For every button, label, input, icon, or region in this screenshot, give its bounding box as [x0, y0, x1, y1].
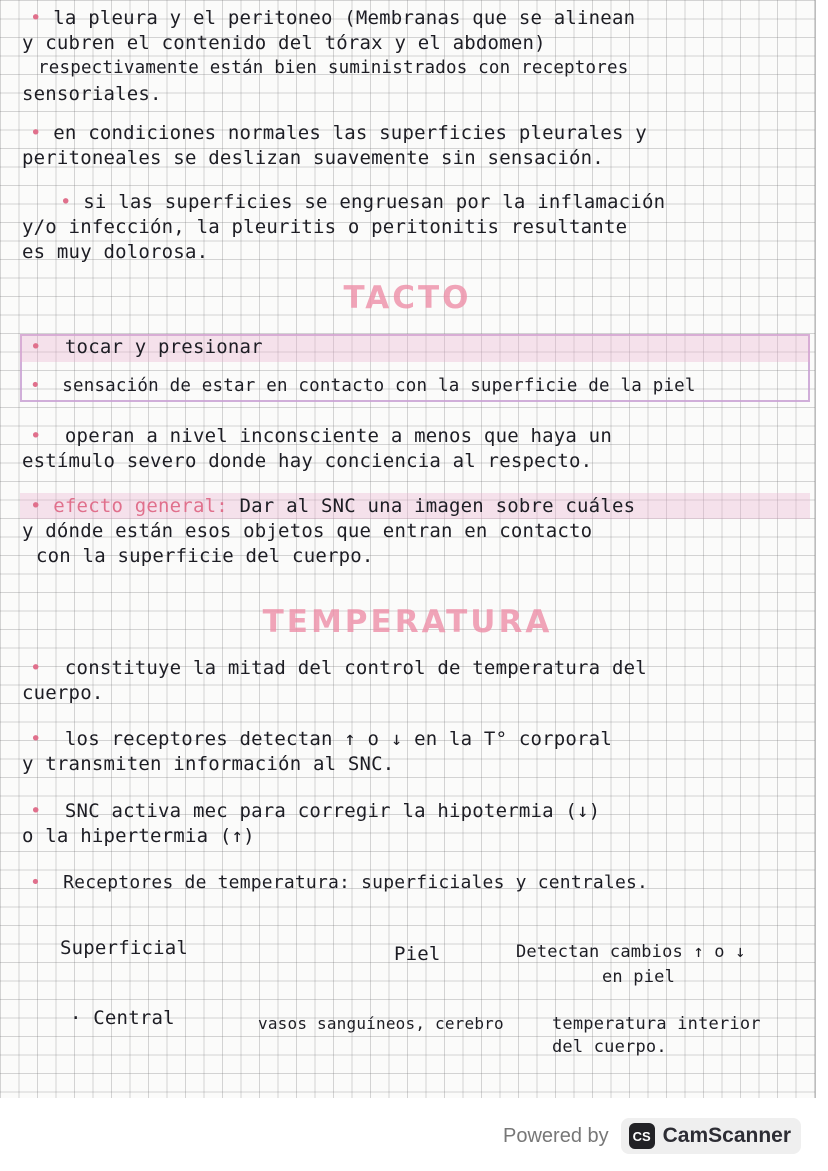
note-line: • SNC activa mec para corregir la hipotermia (↓) [30, 800, 601, 822]
bullet: • [30, 122, 42, 144]
table-cell: Piel [394, 943, 441, 965]
section-heading-temperatura: TEMPERATURA [262, 604, 553, 640]
bullet: • [60, 191, 72, 213]
section-heading-tacto: TACTO [343, 280, 472, 316]
note-line: respectivamente están bien suministrados con receptores [38, 58, 629, 78]
table-cell: Detectan cambios ↑ o ↓ [516, 942, 746, 962]
camscanner-brand: CamScanner [662, 1124, 792, 1147]
camscanner-badge [621, 1118, 801, 1154]
note-line: y cubren el contenido del tórax y el abdomen) [22, 32, 546, 54]
note-line: con la superficie del cuerpo. [36, 545, 374, 567]
note-line: y dónde están esos objetos que entran en contacto [22, 520, 593, 542]
note-line: • Receptores de temperatura: superficiales y centrales. [30, 872, 649, 893]
table-cell: vasos sanguíneos, cerebro [258, 1014, 504, 1033]
note-line: • la pleura y el peritoneo (Membranas que se alinean [30, 7, 636, 29]
note-line: • sensación de estar en contacto con la superficie de la piel [30, 376, 696, 396]
note-line: peritoneales se deslizan suavemente sin sensación. [22, 147, 604, 169]
table-cell: · Central [70, 1007, 175, 1029]
powered-by-text: Powered by [503, 1124, 609, 1147]
camscanner-footer [503, 1116, 801, 1156]
note-line: estímulo severo donde hay conciencia al respecto. [22, 450, 593, 472]
table-cell: Superficial [60, 937, 189, 959]
table-cell: del cuerpo. [552, 1037, 667, 1057]
note-line: • efecto general: Dar al SNC una imagen sobre cuáles [30, 495, 636, 517]
note-line: • tocar y presionar [30, 336, 263, 358]
note-line: • si las superficies se engruesan por la inflamación [60, 191, 666, 213]
note-line: sensoriales. [22, 83, 162, 105]
note-line: • constituye la mitad del control de temperatura del [30, 657, 647, 679]
camscanner-logo-icon: CS [629, 1123, 655, 1149]
note-line: o la hipertermia (↑) [22, 825, 255, 847]
note-line: • los receptores detectan ↑ o ↓ en la T° corporal [30, 728, 612, 750]
bullet: • [30, 7, 42, 29]
note-line: • operan a nivel inconsciente a menos que haya un [30, 425, 612, 447]
note-line: • en condiciones normales las superficies pleurales y [30, 122, 647, 144]
table-cell: temperatura interior [552, 1014, 761, 1034]
note-line: es muy dolorosa. [22, 241, 209, 263]
note-line: cuerpo. [22, 682, 104, 704]
table-cell: en piel [602, 967, 676, 987]
note-line: y/o infección, la pleuritis o peritonitis resultante [22, 216, 628, 238]
note-line: y transmiten información al SNC. [22, 753, 395, 775]
